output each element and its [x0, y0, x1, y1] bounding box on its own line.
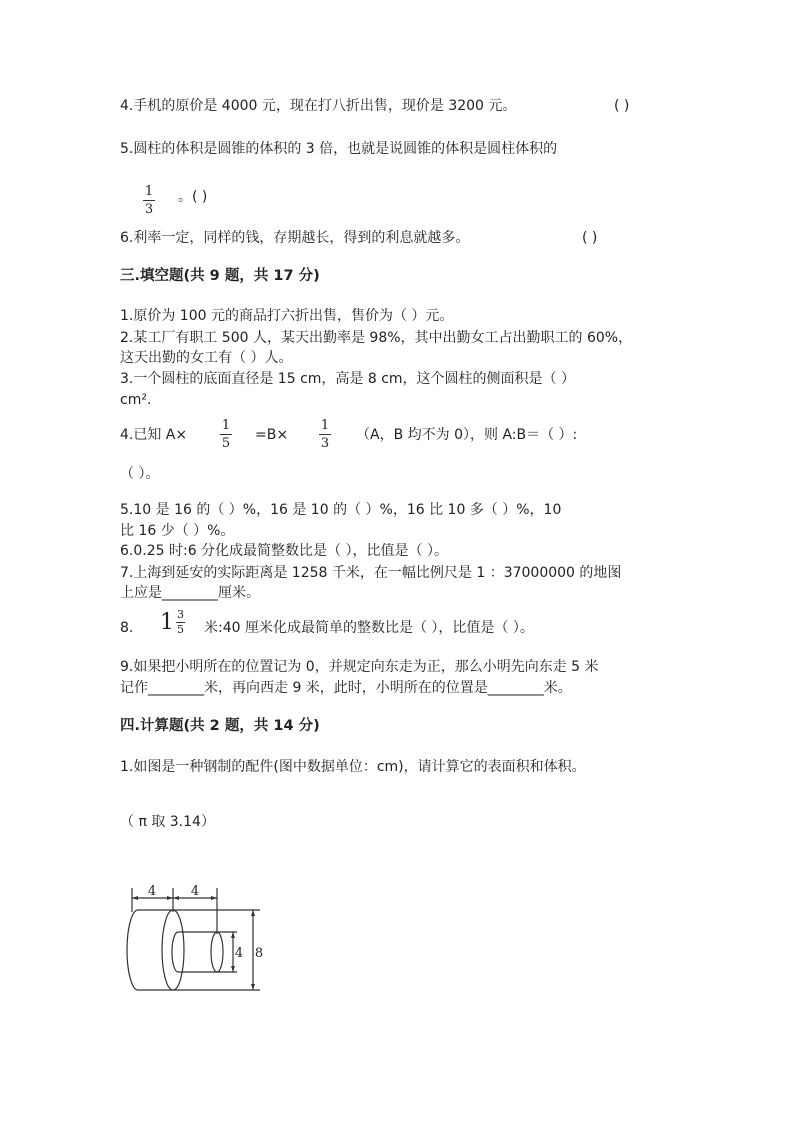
small-cylinder-back-edge — [172, 932, 178, 972]
large-cylinder-front-face — [162, 910, 184, 990]
fraction-bar — [220, 434, 232, 435]
arrowhead — [173, 896, 179, 900]
judge-q6: 6.利率一定，同样的钱，存期越长，得到的利息就越多。 — [120, 230, 470, 246]
fill-q4-part-c: （A，B 均不为 0），则 A:B＝（ ）: — [356, 427, 578, 443]
fill-q3-line1: 3.一个圆柱的底面直径是 15 cm，高是 8 cm，这个圆柱的侧面积是（ ） — [120, 371, 575, 387]
fill-q5-line2: 比 16 少（ ）%。 — [120, 523, 235, 539]
fill-q9-line2: 记作________米，再向西走 9 米，此时，小明所在的位置是________米。 — [120, 680, 572, 696]
fill-q9-line1: 9.如果把小明所在的位置记为 0，并规定向东走为正，那么小明先向东走 5 米 — [120, 659, 599, 675]
calc-q1: 1.如图是一种钢制的配件(图中数据单位：cm)，请计算它的表面积和体积。 — [120, 759, 586, 775]
fill-q8-mixed-number — [160, 609, 185, 636]
fill-q8-text: 米:40 厘米化成最简单的整数比是（ ），比值是（ ）。 — [204, 620, 534, 636]
section-heading-calc: 四.计算题(共 2 题，共 14 分) — [120, 718, 320, 734]
fraction-denominator: 3 — [320, 436, 330, 451]
fraction-bar — [319, 434, 331, 435]
arrowhead — [251, 910, 255, 916]
calc-pi-note: （ π 取 3.14） — [120, 814, 215, 830]
judge-q6-answer-paren: ( ) — [582, 230, 598, 246]
fill-q4-part-b: =B× — [255, 427, 289, 443]
judge-q5-fraction — [143, 184, 155, 217]
dim-label-right-length: 4 — [190, 884, 200, 899]
fill-q1: 1.原价为 100 元的商品打六折出售，售价为（ ）元。 — [120, 308, 454, 324]
arrowhead — [231, 932, 235, 938]
fraction-numerator: 3 — [177, 608, 184, 621]
fraction-numerator: 1 — [144, 184, 154, 199]
fraction-bar — [143, 200, 155, 201]
fill-q4-fraction-2 — [319, 418, 331, 451]
judge-q4 — [120, 96, 516, 116]
arrowhead — [251, 984, 255, 990]
fill-q7-line1: 7.上海到延安的实际距离是 1258 千米，在一幅比例尺是 1 ：37000000 的地图 — [120, 565, 622, 581]
fill-q3-line2: cm². — [120, 392, 152, 408]
fill-q7-line2: 上应是________厘米。 — [120, 585, 260, 601]
fraction-numerator: 1 — [320, 418, 330, 433]
fill-q4-fraction-1 — [220, 418, 232, 451]
dim-label-small-diameter: 4 — [234, 946, 244, 961]
judge-q5: 5.圆柱的体积是圆锥的体积的 3 倍，也就是说圆锥的体积是圆柱体积的 — [120, 141, 558, 157]
dim-label-left-length: 4 — [147, 884, 157, 899]
arrowhead — [211, 896, 217, 900]
fill-q5-line1: 5.10 是 16 的（ ）%，16 是 10 的（ ）%，16 比 10 多（ ）%，10 — [120, 502, 562, 518]
section-heading-fill: 三.填空题(共 9 题，共 17 分) — [120, 268, 320, 284]
mixed-fraction — [176, 609, 185, 636]
large-cylinder-back-edge — [127, 910, 138, 990]
fill-q6: 6.0.25 时:6 分化成最简整数比是（ ），比值是（ ）。 — [120, 543, 448, 559]
judge-q4-answer-paren: ( ) — [614, 98, 630, 114]
fill-q2-line1: 2.某工厂有职工 500 人，某天出勤率是 98%，其中出勤女工占出勤职工的 60%， — [120, 330, 633, 346]
fill-q4-line2: （ ）。 — [120, 466, 160, 482]
steel-part-diagram — [120, 880, 270, 1000]
arrowhead — [132, 896, 138, 900]
judge-q5-answer-paren: 。( ) — [178, 189, 208, 205]
dim-label-large-diameter: 8 — [254, 946, 264, 961]
fraction-denominator: 3 — [144, 202, 154, 217]
fill-q4-part-a: 4.已知 A× — [120, 427, 188, 443]
fraction-denominator: 5 — [177, 623, 184, 636]
judge-q4-text: 4.手机的原价是 4000 元，现在打八折出售，现价是 3200 元。 — [120, 98, 517, 114]
arrowhead — [231, 966, 235, 972]
mixed-whole: 1 — [160, 610, 174, 635]
small-cylinder-end-face — [211, 932, 223, 972]
fill-q8-number: 8. — [120, 620, 134, 636]
fraction-denominator: 5 — [221, 436, 231, 451]
fill-q2-line2: 这天出勤的女工有（ ）人。 — [120, 350, 293, 366]
arrowhead — [167, 896, 173, 900]
fraction-numerator: 1 — [221, 418, 231, 433]
